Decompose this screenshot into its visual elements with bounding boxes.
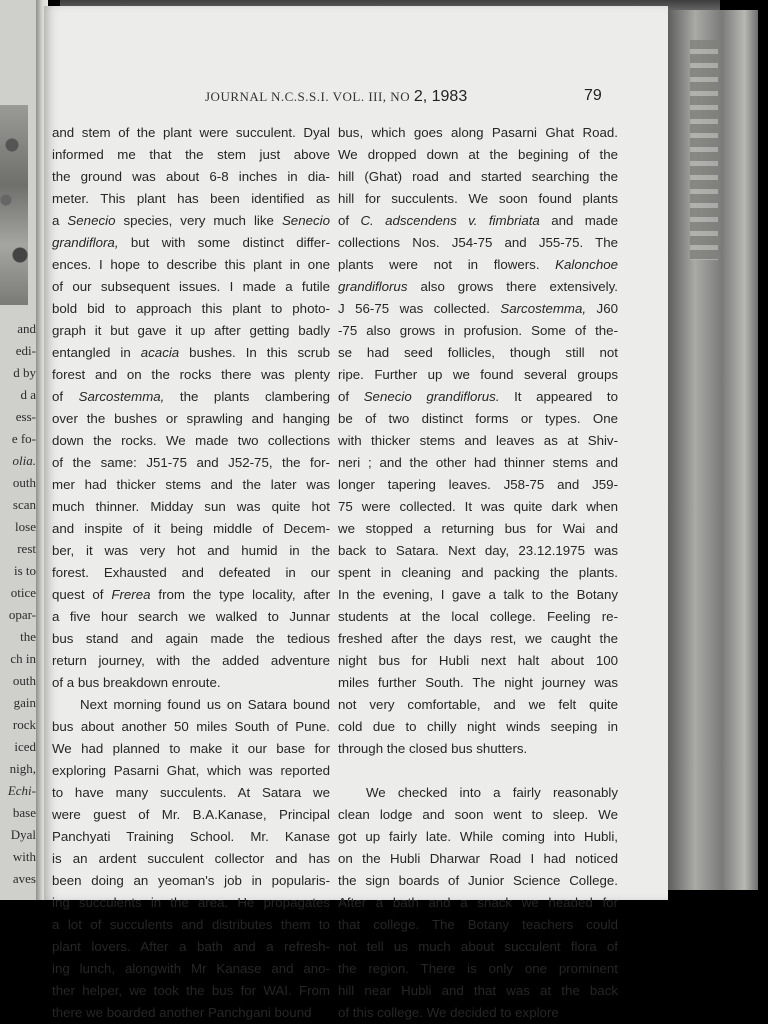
text-line: grandiflora, but with some distinct differ- [52, 235, 330, 250]
text-line: a five hour search we walked to Junnar [52, 609, 330, 624]
text-line: the region. There is only one prominent [338, 961, 618, 976]
text-line: with thicker stems and leaves as at Shiv- [338, 433, 618, 448]
text-line: is an ardent succulent collector and has [52, 851, 330, 866]
text-line: that college. The Botany teachers could [338, 917, 618, 932]
text-line: J 56-75 was collected. Sarcostemma, J60 [338, 301, 618, 316]
left-fragment: rock [12, 717, 36, 732]
text-line: and inspite of it being middle of Decem- [52, 521, 330, 536]
left-fragment: aves [12, 871, 36, 886]
text-line: We checked into a fairly reasonably [366, 785, 618, 800]
text-line: and stem of the plant were succulent. Dyal [52, 125, 330, 140]
text-line: hill for succulents. We soon found plants [338, 191, 618, 206]
text-line: through the closed bus shutters. [338, 741, 528, 756]
issue-number: 2, 1983 [413, 88, 468, 105]
text-line: 75 were collected. It was quite dark when [338, 499, 618, 514]
text-line: much thinner. Midday sun was quite hot [52, 499, 330, 514]
text-line: plants were not in flowers. Kalonchoe [338, 257, 618, 272]
text-line: we stopped a returning bus for Wai and [338, 521, 618, 536]
left-fragment: nigh, [9, 761, 36, 776]
italic-term: Senecio [67, 213, 116, 228]
text-line: ing lunch, alongwith Mr Kanase and ano- [52, 961, 330, 976]
text-line: return journey, with the added adventure [52, 653, 330, 668]
left-fragment: Dyal [10, 827, 36, 842]
italic-term: Senecio [281, 213, 330, 228]
left-fragment: ess- [15, 409, 36, 424]
text-line: night bus for Hubli next halt about 100 [338, 653, 618, 668]
left-fragment: ch in [10, 651, 36, 666]
text-line: got up fairly late. While coming into Hubli, [338, 829, 618, 844]
text-column-left [52, 122, 330, 1024]
text-line: over the bushes or sprawling and hanging [52, 411, 330, 426]
text-line: graph it but gave it up after getting badly [52, 323, 330, 338]
text-line: hill near Hubli and that was at the back [338, 983, 618, 998]
left-fragment: and [17, 321, 36, 336]
text-line: a Senecio species, very much like Senecio [52, 213, 330, 228]
left-page-edge [0, 0, 36, 900]
left-fragment: with [12, 849, 36, 864]
text-line: forest and on the rocks there was plenty [52, 367, 330, 382]
text-line: We dropped down at the begining of the [338, 147, 618, 162]
text-column-right [338, 122, 618, 1024]
italic-term: grandiflorus [338, 279, 408, 294]
text-line: been doing an yeoman's job in popularis- [52, 873, 330, 888]
left-page-photo [0, 105, 28, 305]
left-fragment: d a [20, 387, 36, 402]
text-line: In the evening, I gave a talk to the Botany [338, 587, 618, 602]
left-fragment: otice [10, 585, 36, 600]
page-number: 79 [584, 87, 602, 104]
text-line: bus about another 50 miles South of Pune. [52, 719, 330, 734]
running-header [205, 88, 467, 106]
text-line: meter. This plant has been identified as [52, 191, 330, 206]
text-line: ing succulents in the area. He propagates [52, 895, 330, 910]
text-line: cold due to chilly night winds seeping in [338, 719, 618, 734]
text-line: not tell us much about succulent flora of [338, 939, 618, 954]
text-line: to have many succulents. At Satara we [52, 785, 330, 800]
text-line: miles further South. The night journey was [338, 675, 618, 690]
left-fragment: outh [12, 673, 36, 688]
left-page-text-fragments [0, 318, 36, 890]
text-line: ther helper, we took the bus for WAI. From [52, 983, 330, 998]
text-line: on the Hubli Dharwar Road I had noticed [338, 851, 618, 866]
italic-term: grandiflora, [52, 235, 119, 250]
left-fragment: the [20, 629, 36, 644]
left-fragment: Echi- [7, 783, 36, 798]
text-line: hill (Ghat) road and started searching the [338, 169, 618, 184]
text-line: freshed after the days rest, we caught the [338, 631, 618, 646]
text-line: down the rocks. We made two collections [52, 433, 330, 448]
text-line: of Sarcostemma, the plants clambering [52, 389, 330, 404]
text-line: of a bus breakdown enroute. [52, 675, 221, 690]
italic-term: C. adscendens v. fimbriata [360, 213, 540, 228]
text-line: of the same: J51-75 and J52-75, the for- [52, 455, 330, 470]
text-line: back to Satara. Next day, 23.12.1975 was [338, 543, 618, 558]
text-line: bold bid to approach this plant to photo- [52, 301, 330, 316]
text-line: exploring Pasarni Ghat, which was reported [52, 763, 330, 778]
left-fragment: olia. [12, 453, 36, 468]
italic-term: Frerea [111, 587, 151, 602]
text-line: longer tapering leaves. J58-75 and J59- [338, 477, 618, 492]
text-line: Next morning found us on Satara bound [80, 697, 330, 712]
left-fragment: scan [12, 497, 36, 512]
left-fragment: e fo- [11, 431, 36, 446]
italic-term: Senecio grandiflorus. [363, 389, 500, 404]
text-line: informed me that the stem just above [52, 147, 330, 162]
text-line: students at the local college. Feeling re- [338, 609, 618, 624]
text-line: there we boarded another Panchgani bound [52, 1005, 312, 1020]
left-fragment: outh [12, 475, 36, 490]
left-fragment: opar- [8, 607, 36, 622]
text-line: bus, which goes along Pasarni Ghat Road. [338, 125, 618, 140]
text-line: the ground was about 6-8 inches in dia- [52, 169, 330, 184]
left-fragment: lose [15, 519, 36, 534]
text-line: not very comfortable, and we felt quite [338, 697, 618, 712]
left-fragment: gain [13, 695, 36, 710]
text-line: forest. Exhausted and defeated in our [52, 565, 330, 580]
text-line: ences. I hope to describe this plant in one [52, 257, 330, 272]
text-line: clean lodge and soon went to sleep. We [338, 807, 618, 822]
text-line: of Senecio grandiflorus. It appeared to [338, 389, 618, 404]
text-line: -75 also grows in profusion. Some of the- [338, 323, 618, 338]
italic-term: acacia [140, 345, 180, 360]
text-line: ber, it was very hot and humid in the [52, 543, 330, 558]
text-line: collections Nos. J54-75 and J55-75. The [338, 235, 618, 250]
text-line: After a bath and a snack we headed for [338, 895, 618, 910]
text-line: mer had thicker stems and the later was [52, 477, 330, 492]
text-line: be of two distinct forms or types. One [338, 411, 618, 426]
text-line: We had planned to make it our base for [52, 741, 330, 756]
book-edge-marking [690, 40, 718, 260]
text-line: of C. adscendens v. fimbriata and made [338, 213, 618, 228]
text-line: bus stand and again made the tedious [52, 631, 330, 646]
text-line: entangled in acacia bushes. In this scrub [52, 345, 330, 360]
left-fragment: iced [14, 739, 36, 754]
text-line: ripe. Further up we found several groups [338, 367, 618, 382]
italic-term: Kalonchoe [555, 257, 618, 272]
text-line: neri ; and the other had thinner stems and [338, 455, 618, 470]
left-fragment: rest [17, 541, 36, 556]
text-line: were guest of Mr. B.A.Kanase, Principal [52, 807, 330, 822]
left-fragment: base [12, 805, 36, 820]
italic-term: Sarcostemma, [500, 301, 587, 316]
text-line: of this college. We decided to explore [338, 1005, 559, 1020]
journal-title: JOURNAL N.C.S.S.I. VOL. III, NO [205, 89, 411, 104]
text-line: quest of Frerea from the type locality, after [52, 587, 330, 602]
left-fragment: d by [13, 365, 36, 380]
text-line: a lot of succulents and distributes them to [52, 917, 330, 932]
text-line: spent in cleaning and packing the plants. [338, 565, 618, 580]
text-line: Panchyati Training School. Mr. Kanase [52, 829, 330, 844]
text-line: the sign boards of Junior Science College. [338, 873, 618, 888]
text-line: of our subsequent issues. I made a futile [52, 279, 330, 294]
text-line: se had seed follicles, though still not [338, 345, 618, 360]
left-fragment: edi- [15, 343, 36, 358]
text-line: plant lovers. After a bath and a refresh- [52, 939, 330, 954]
text-line: grandiflorus also grows there extensively. [338, 279, 618, 294]
left-fragment: is to [13, 563, 36, 578]
italic-term: Sarcostemma, [78, 389, 165, 404]
